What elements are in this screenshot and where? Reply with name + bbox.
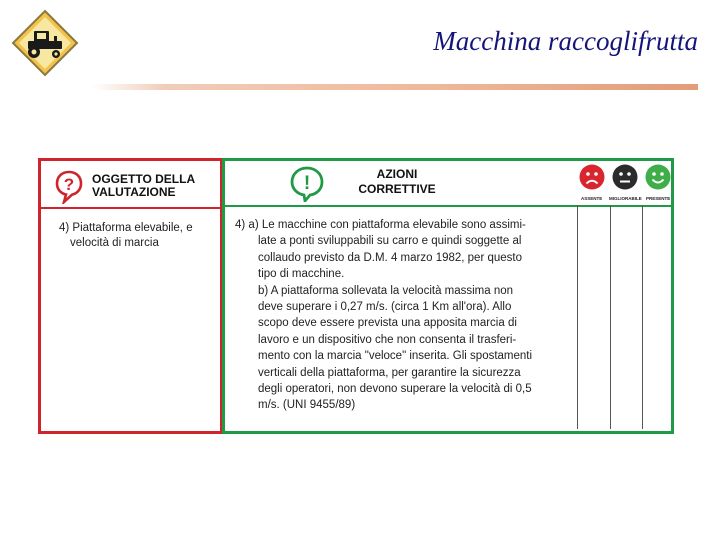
corrective-actions-header — [225, 161, 671, 207]
page-title: Macchina raccoglifrutta — [433, 26, 698, 56]
evaluation-subject-item: 4) Piattaforma elevabile, e velocità di marcia — [59, 222, 193, 249]
exclamation-icon — [289, 166, 325, 202]
rating-faces — [579, 163, 675, 207]
rating-label-absent: ASSENTE — [581, 196, 603, 201]
happy-face-icon — [645, 164, 671, 190]
tractor-warning-icon — [10, 8, 80, 78]
corrective-action-a: 4) a) Le macchine con piattaforma elevabile sono assimi- late a ponti sviluppabili su carro e quindi soggette al collaudo previsto da D.M. 4 marzo 1982, per questo tipo di macchine. — [235, 219, 526, 281]
rating-label-present: PRESENTE — [646, 196, 671, 201]
title-divider — [92, 84, 698, 90]
sad-face-icon — [579, 164, 605, 190]
rating-column-divider — [577, 205, 578, 429]
corrective-action-b: b) A piattaforma sollevata la velocità massima non deve superare i 0,27 m/s. (circa 1 Km all'ora). Allo scopo deve essere prevista una apposita marcia di lavoro e un dispositivo che non consenta il trasferi- mento con la marcia "veloce" inserita. Gli spostamenti verticali della piattaforma, per garantire la sicurezza degli operatori, non devono superare la velocità di 0,5 m/s. (UNI 9455/89) — [258, 284, 533, 412]
svg-text:!: ! — [303, 173, 311, 194]
evaluation-subject-box — [38, 158, 223, 434]
evaluation-subject-title: OGGETTO DELLA VALUTAZIONE — [92, 172, 196, 199]
neutral-face-icon — [612, 164, 638, 190]
corrective-actions-text — [235, 217, 557, 414]
corrective-actions-box — [222, 158, 674, 434]
corrective-actions-title: AZIONI CORRETTIVE — [358, 167, 436, 196]
rating-label-improvable: MIGLIORABILE — [609, 196, 642, 201]
question-mark-icon — [55, 170, 83, 204]
evaluation-subject-header — [41, 161, 220, 209]
rating-column-divider — [642, 205, 643, 429]
evaluation-card — [38, 158, 674, 432]
rating-column-divider — [610, 205, 611, 429]
svg-text:?: ? — [63, 175, 75, 194]
